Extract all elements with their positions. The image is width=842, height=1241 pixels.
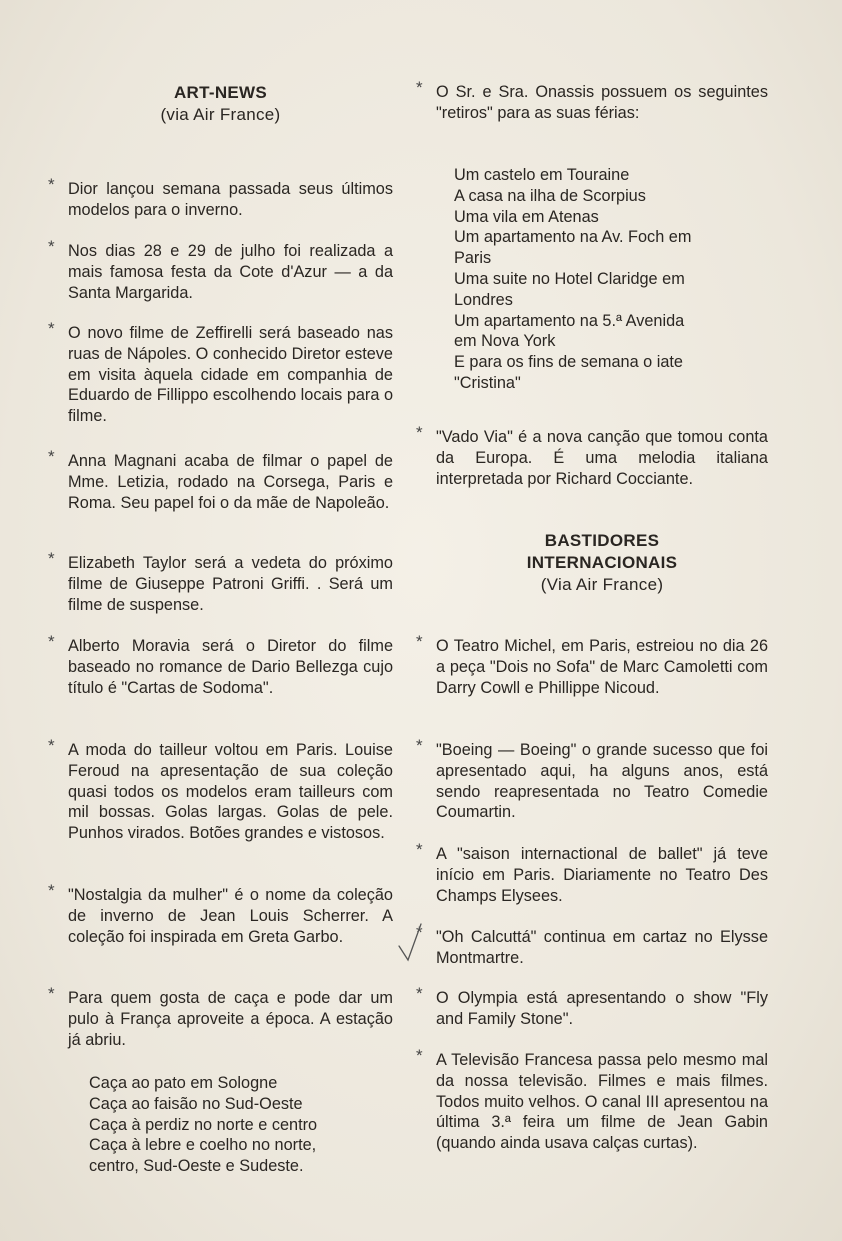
bullet-star: * <box>416 632 423 651</box>
news-item: * "Nostalgia da mulher" é o nome da coleção de inverno de Jean Louis Scherrer. A coleção foi inspirada em Greta Garbo. <box>48 881 393 946</box>
list-item: Paris <box>454 249 492 268</box>
news-item: * "Oh Calcuttá" continua em cartaz no Elysse Montmartre. <box>416 923 768 967</box>
bullet-star: * <box>416 1046 423 1065</box>
list-item: Um castelo em Touraine <box>454 166 630 184</box>
vado-via-item: * "Vado Via" é a nova canção que tomou conta da Europa. É uma melodia italiana interpretada por Richard Cocciante. <box>416 423 768 488</box>
list-item: em Nova York <box>454 332 556 351</box>
news-item: * Anna Magnani acaba de filmar o papel de Mme. Letizia, rodado na Corsega, Paris e Roma. Seu papel foi o da mãe de Napoleão. <box>48 447 393 512</box>
bullet-star: * <box>416 984 423 1003</box>
bullet-star: * <box>48 632 55 651</box>
news-item: * Nos dias 28 e 29 de julho foi realizada a mais famosa festa da Cote d'Azur — a da Santa Margarida. <box>48 237 393 302</box>
news-item: * "Boeing — Boeing" o grande sucesso que foi apresentado aqui, ha alguns anos, está sendo reapresentada no Teatro Comedie Coumartin. <box>416 736 768 822</box>
list-item: A casa na ilha de Scorpius <box>454 186 646 205</box>
news-item: * Para quem gosta de caça e pode dar um pulo à França aproveite a época. A estação já abriu. <box>48 984 393 1049</box>
list-item: Caça ao faisão no Sud-Oeste <box>89 1094 303 1113</box>
bullet-star: * <box>416 423 423 442</box>
bullet-star: * <box>48 549 55 568</box>
bullet-star: * <box>416 840 423 859</box>
list-item: "Cristina" <box>454 373 521 392</box>
list-item: E para os fins de semana o iate <box>454 353 683 372</box>
news-item: * Alberto Moravia será o Diretor do filme baseado no romance de Dario Bellezga cujo título é "Cartas de Sodoma". <box>48 632 393 697</box>
bastidores-heading: BASTIDORES INTERNACIONAIS (Via Air France) <box>526 531 678 594</box>
bullet-star: * <box>48 984 55 1003</box>
list-item: Caça ao pato em Sologne <box>89 1074 278 1092</box>
news-item: * A Televisão Francesa passa pelo mesmo mal da nossa televisão. Filmes e mais filmes. Todos muito velhos. O canal III apresentou na última 3.ª feira um filme de Jean Gabin (quando ainda usava calças curtas). <box>416 1046 768 1153</box>
list-item: Um apartamento na Av. Foch em <box>454 228 692 247</box>
hunting-list <box>89 1073 317 1177</box>
bullet-star: * <box>48 175 55 194</box>
handwritten-check-mark <box>396 920 424 966</box>
bullet-star: * <box>48 237 55 256</box>
list-item: centro, Sud-Oeste e Sudeste. <box>89 1157 304 1176</box>
news-item: * A moda do tailleur voltou em Paris. Louise Feroud na apresentação de sua coleção quasi todos os modelos eram tailleurs com mil bossas. Golas largas. Golas de pele. Punhos virados. Botões grandes e vistosos. <box>48 736 393 843</box>
bullet-star: * <box>416 923 423 942</box>
art-news-heading: ART-NEWS (via Air France) <box>160 83 281 124</box>
list-item: Caça à lebre e coelho no norte, <box>89 1136 317 1155</box>
news-item: * O novo filme de Zeffirelli será baseado nas ruas de Nápoles. O conhecido Diretor esteve em visita àquela cidade em companhia de Eduardo de Fillippo escolhendo locais para o filme. <box>48 319 393 426</box>
list-item: Uma vila em Atenas <box>454 207 599 226</box>
news-item: * A "saison internactional de ballet" já teve início em Paris. Diariamente no Teatro Des Champs Elysees. <box>416 840 768 905</box>
list-item: Um apartamento na 5.ª Avenida <box>454 311 685 330</box>
bullet-star: * <box>48 881 55 900</box>
list-item: Uma suite no Hotel Claridge em <box>454 269 685 288</box>
news-item: * O Olympia está apresentando o show "Fly and Family Stone". <box>416 984 768 1028</box>
bullet-star: * <box>416 78 423 97</box>
list-item: Londres <box>454 290 513 309</box>
retreats-list <box>454 165 768 394</box>
bullet-star: * <box>48 736 55 755</box>
bullet-star: * <box>48 447 55 466</box>
onassis-item: * O Sr. e Sra. Onassis possuem os seguintes "retiros" para as suas férias: <box>416 78 768 122</box>
news-item: * Elizabeth Taylor será a vedeta do próximo filme de Giuseppe Patroni Griffi. . Será um filme de suspense. <box>48 549 393 614</box>
news-item: * O Teatro Michel, em Paris, estreiou no dia 26 a peça "Dois no Sofa" de Marc Camoletti com Darry Cowll e Phillippe Nicoud. <box>416 632 768 697</box>
bullet-star: * <box>48 319 55 338</box>
news-item: * Dior lançou semana passada seus últimos modelos para o inverno. <box>48 175 393 219</box>
bullet-star: * <box>416 736 423 755</box>
list-item: Caça à perdiz no norte e centro <box>89 1115 318 1134</box>
